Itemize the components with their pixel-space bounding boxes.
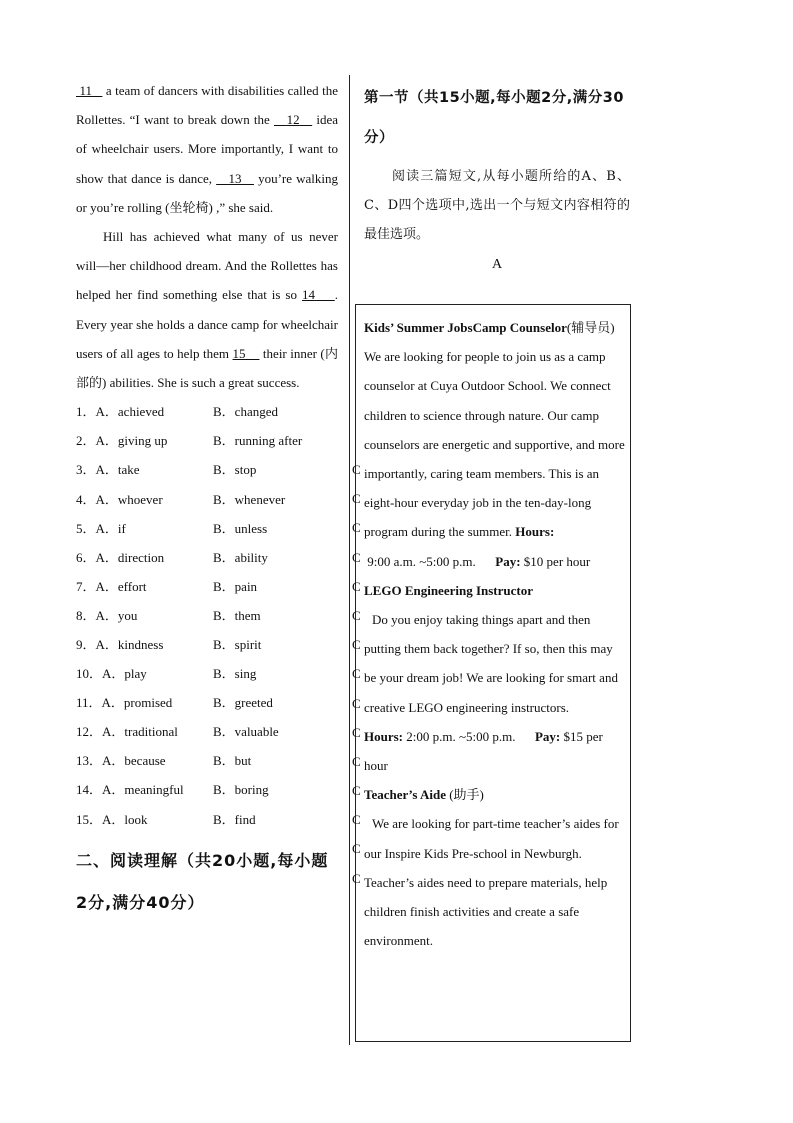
option-row: [76, 630, 338, 659]
question-number: 6．: [76, 549, 96, 565]
right-column: [364, 78, 630, 281]
left-column: [76, 76, 338, 924]
option-a-wrap: [76, 717, 178, 746]
option-a[interactable]: A．play: [102, 666, 147, 682]
blank-11: 11: [79, 83, 92, 98]
margin-c-mark: C: [352, 607, 361, 623]
option-a[interactable]: A．meaningful: [102, 782, 184, 798]
margin-c-mark: C: [352, 812, 361, 828]
option-a-wrap: [76, 601, 137, 630]
option-b[interactable]: B．them: [213, 607, 261, 623]
option-row: [76, 775, 338, 804]
option-row: [76, 688, 338, 717]
option-a[interactable]: A．take: [95, 462, 140, 478]
ad3-title: Teacher’s Aide (助手): [364, 787, 484, 803]
option-row: [76, 601, 338, 630]
option-b[interactable]: B．but: [213, 753, 252, 769]
option-a-wrap: [76, 514, 126, 543]
options-list: [76, 397, 338, 833]
margin-c-mark: C: [352, 578, 361, 594]
ad2-body: Do you enjoy taking things apart and then putting them back together? If so, then this may be your dream job! We are looking for smart and creative LEGO engineering instructors.: [364, 612, 618, 715]
margin-c-mark: C: [352, 520, 361, 536]
option-b[interactable]: B．running after: [213, 433, 303, 449]
option-a-wrap: [76, 659, 147, 688]
option-a-wrap: [76, 805, 148, 834]
option-row: [76, 514, 338, 543]
option-b[interactable]: B．unless: [213, 520, 268, 536]
option-a-wrap: [76, 485, 163, 514]
option-b[interactable]: B．spirit: [213, 636, 262, 652]
ads-box: [355, 304, 631, 1042]
option-b[interactable]: B．whenever: [213, 491, 286, 507]
option-a-wrap: [76, 746, 166, 775]
instruction-text: 阅读三篇短文,从每小题所给的A、B、C、D四个选项中,选出一个与短文内容相符的最佳选项。: [364, 169, 630, 242]
question-number: 14．: [76, 782, 103, 798]
option-b[interactable]: B．changed: [213, 404, 278, 420]
section-title: 二、阅读理解（共20小题,每小题2分,满分40分）: [76, 850, 329, 912]
blank-12: 12: [286, 112, 300, 128]
margin-c-marks: [352, 455, 361, 893]
question-number: 8．: [76, 607, 96, 623]
ads-content: [364, 313, 626, 955]
blank-13: 13: [228, 170, 242, 186]
margin-c-mark: C: [352, 549, 361, 565]
option-a-wrap: [76, 572, 147, 601]
option-a-wrap: [76, 397, 164, 426]
option-row: [76, 485, 338, 514]
option-row: [76, 426, 338, 455]
option-a[interactable]: A．whoever: [95, 491, 163, 507]
option-row: [76, 543, 338, 572]
question-number: 9．: [76, 636, 96, 652]
option-a[interactable]: A．promised: [101, 695, 173, 711]
option-a[interactable]: A．giving up: [95, 433, 168, 449]
option-b[interactable]: B．sing: [213, 666, 257, 682]
margin-c-mark: C: [352, 637, 361, 653]
ad2-title: LEGO Engineering Instructor: [364, 582, 534, 598]
option-a-wrap: [76, 630, 163, 659]
option-b[interactable]: B．ability: [213, 549, 268, 565]
margin-c-mark: C: [352, 753, 361, 769]
blank-15: 15: [232, 345, 246, 361]
question-number: 1．: [76, 404, 96, 420]
option-b[interactable]: B．valuable: [213, 724, 279, 740]
margin-c-mark: C: [352, 491, 361, 507]
question-number: 10．: [76, 666, 103, 682]
option-a-wrap: [76, 543, 164, 572]
question-number: 13．: [76, 753, 103, 769]
margin-c-mark: C: [352, 695, 361, 711]
option-a[interactable]: A．because: [102, 753, 166, 769]
option-b[interactable]: B．find: [213, 811, 256, 827]
question-number: 12．: [76, 724, 103, 740]
option-b[interactable]: B．stop: [213, 462, 257, 478]
option-a[interactable]: A．kindness: [95, 636, 164, 652]
margin-c-mark: C: [352, 783, 361, 799]
option-row: [76, 397, 338, 426]
option-a[interactable]: A．if: [95, 520, 126, 536]
option-a[interactable]: A．look: [102, 811, 148, 827]
part-title: 第一节（共15小题,每小题2分,满分30分）: [364, 90, 624, 146]
option-row: [76, 805, 338, 834]
margin-c-mark: C: [352, 841, 361, 857]
question-number: 7．: [76, 578, 96, 594]
ad1-body: We are looking for people to join us as a camp counselor at Cuya Outdoor School. We connect children to science through nature. Our camp counselors are energetic and supportive, and more importantly, caring team members. This is an eight-hour everyday job in the ten-day-long program during the summer. Hours: 9:00 a.m. ~5:00 p.m. Pay: $10 per hour: [364, 349, 625, 569]
option-row: [76, 746, 338, 775]
option-a-wrap: [76, 426, 167, 455]
ad3-body: We are looking for part-time teacher’s aides for our Inspire Kids Pre-school in Newburgh. Teacher’s aides need to prepare materials, help children finish activities and create a safe environment.: [364, 816, 619, 949]
option-a[interactable]: A．you: [95, 607, 138, 623]
question-number: 2．: [76, 433, 96, 449]
cloze-paragraph-1: 11 a team of dancers with disabilities called the Rollettes. “I want to break down the 12 idea of wheelchair users. More importantly, I want to show that dance is dance, 13 you’re walking or you’re rolling (坐轮椅) ,” she said.: [76, 83, 339, 215]
question-number: 15．: [76, 811, 103, 827]
option-a[interactable]: A．traditional: [102, 724, 178, 740]
question-number: 4．: [76, 491, 96, 507]
option-a-wrap: [76, 775, 184, 804]
ad1-title: Kids’ Summer JobsCamp Counselor(辅导员): [364, 320, 615, 335]
option-row: [76, 572, 338, 601]
question-number: 11．: [76, 695, 102, 711]
option-a-wrap: [76, 455, 140, 484]
cloze-paragraph-2: Hill has achieved what many of us never will—her childhood dream. And the Rollettes has helped her find something else that is so 14 . Every year she holds a dance camp for wheelchair users of all ages to help them 15 their inner (内部的) abilities. She is such a great success.: [76, 229, 339, 391]
option-a[interactable]: A．effort: [95, 578, 147, 594]
column-divider: [349, 75, 350, 1045]
option-b[interactable]: B．boring: [213, 782, 269, 798]
blank-14: 14: [301, 287, 315, 303]
margin-c-mark: C: [352, 724, 361, 740]
option-row: [76, 455, 338, 484]
option-row: [76, 717, 338, 746]
option-a[interactable]: A．achieved: [95, 404, 165, 420]
passage-letter: A: [491, 257, 503, 272]
margin-c-mark: C: [352, 462, 361, 477]
margin-c-mark: C: [352, 666, 361, 682]
margin-c-mark: C: [352, 870, 361, 886]
question-number: 3．: [76, 462, 96, 478]
ad2-hours: Hours: 2:00 p.m. ~5:00 p.m. Pay: $15 per hour: [364, 728, 603, 774]
option-a-wrap: [76, 688, 172, 717]
option-row: [76, 659, 338, 688]
option-b[interactable]: B．greeted: [213, 695, 273, 711]
question-number: 5．: [76, 520, 96, 536]
option-a[interactable]: A．direction: [95, 549, 165, 565]
option-b[interactable]: B．pain: [213, 578, 258, 594]
